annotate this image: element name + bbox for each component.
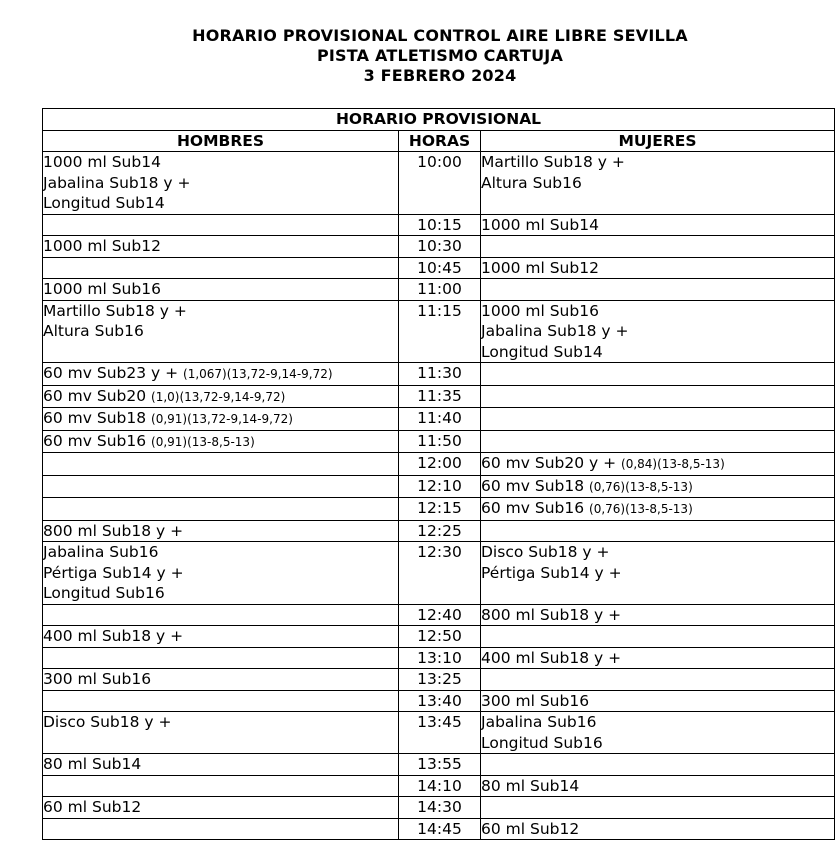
event-name: Pértiga Sub14 y + — [481, 563, 622, 582]
event-line — [481, 542, 834, 563]
event-line — [481, 776, 834, 797]
event-line — [43, 754, 398, 775]
hurdle-spec: (0,76)(13-8,5-13) — [589, 479, 693, 494]
event-name: 1000 ml Sub16 — [43, 280, 161, 298]
hurdle-spec: (1,0)(13,72-9,14-9,72) — [151, 389, 286, 404]
men-events-cell — [43, 300, 399, 363]
time-cell: 11:15 — [399, 300, 481, 363]
time-cell: 10:45 — [399, 257, 481, 279]
women-events-cell — [481, 520, 835, 542]
event-line — [43, 193, 398, 214]
event-name: 1000 ml Sub16 — [481, 301, 599, 320]
event-name: 80 ml Sub14 — [43, 755, 142, 773]
table-row — [43, 214, 835, 236]
table-row — [43, 152, 835, 215]
women-events-cell — [481, 300, 835, 363]
document-title — [0, 26, 836, 86]
men-events-cell — [43, 542, 399, 605]
event-name: Martillo Sub18 y + — [43, 301, 187, 320]
event-line — [481, 342, 834, 363]
time-cell: 11:30 — [399, 363, 481, 386]
time-cell: 12:40 — [399, 604, 481, 626]
table-row — [43, 453, 835, 476]
table-row — [43, 775, 835, 797]
event-name: 800 ml Sub18 y + — [481, 605, 622, 624]
time-cell: 11:35 — [399, 385, 481, 408]
time-cell: 12:30 — [399, 542, 481, 605]
event-name: 60 mv Sub20 — [43, 386, 152, 405]
time-cell: 13:10 — [399, 647, 481, 669]
men-events-cell — [43, 669, 399, 691]
women-events-cell — [481, 363, 835, 386]
women-events-cell — [481, 475, 835, 498]
time-cell: 14:30 — [399, 797, 481, 819]
event-name: 60 ml Sub12 — [481, 819, 580, 838]
event-name: Disco Sub18 y + — [43, 713, 172, 731]
time-cell: 14:10 — [399, 775, 481, 797]
event-line — [481, 712, 834, 733]
event-line — [43, 173, 398, 194]
event-name: 60 ml Sub12 — [43, 798, 142, 816]
time-cell: 11:00 — [399, 279, 481, 301]
event-line — [43, 669, 398, 690]
event-line — [43, 542, 398, 563]
women-events-cell — [481, 453, 835, 476]
time-cell: 13:40 — [399, 690, 481, 712]
women-events-cell — [481, 430, 835, 453]
women-events-cell — [481, 498, 835, 521]
men-events-cell — [43, 604, 399, 626]
men-events-cell — [43, 647, 399, 669]
event-name: 400 ml Sub18 y + — [481, 648, 622, 667]
event-name: Jabalina Sub16 — [43, 543, 159, 561]
men-events-cell — [43, 520, 399, 542]
table-row — [43, 430, 835, 453]
event-line — [481, 321, 834, 342]
event-name: Longitud Sub14 — [481, 342, 603, 361]
men-events-cell — [43, 430, 399, 453]
table-row — [43, 818, 835, 840]
event-name: Altura Sub16 — [481, 173, 582, 192]
men-events-cell — [43, 690, 399, 712]
event-name: 400 ml Sub18 y + — [43, 627, 184, 645]
time-cell: 13:45 — [399, 712, 481, 754]
event-name: 1000 ml Sub14 — [43, 153, 161, 171]
event-name: 60 mv Sub23 y + — [43, 364, 184, 382]
event-line — [43, 563, 398, 584]
event-line — [43, 386, 398, 408]
hurdle-spec: (1,067)(13,72-9,14-9,72) — [183, 367, 333, 381]
event-name: Longitud Sub14 — [43, 194, 165, 212]
event-line — [481, 498, 834, 520]
table-row — [43, 647, 835, 669]
title-line-2: PISTA ATLETISMO CARTUJA — [316, 46, 564, 65]
table-row — [43, 626, 835, 648]
hurdle-spec: (0,84)(13-8,5-13) — [621, 457, 725, 471]
time-cell: 12:10 — [399, 475, 481, 498]
event-name: 80 ml Sub14 — [481, 776, 580, 795]
men-events-cell — [43, 818, 399, 840]
men-events-cell — [43, 775, 399, 797]
event-line — [481, 301, 834, 322]
event-name: Longitud Sub16 — [481, 733, 603, 752]
men-events-cell — [43, 408, 399, 431]
men-events-cell — [43, 797, 399, 819]
header-men: HOMBRES — [43, 130, 399, 152]
title-line-1: HORARIO PROVISIONAL CONTROL AIRE LIBRE SEVILLA — [192, 26, 688, 45]
event-name: Longitud Sub16 — [43, 584, 165, 602]
table-row — [43, 542, 835, 605]
table-row — [43, 690, 835, 712]
women-events-cell — [481, 152, 835, 215]
event-line — [481, 605, 834, 626]
time-cell: 14:45 — [399, 818, 481, 840]
event-line — [43, 363, 398, 385]
table-row — [43, 797, 835, 819]
women-events-cell — [481, 818, 835, 840]
women-events-cell — [481, 626, 835, 648]
header-time: HORAS — [399, 130, 481, 152]
women-events-cell — [481, 408, 835, 431]
event-name: Pértiga Sub14 y + — [43, 563, 184, 582]
event-name: Jabalina Sub18 y + — [43, 173, 191, 192]
men-events-cell — [43, 626, 399, 648]
event-line — [481, 476, 834, 498]
event-line — [481, 258, 834, 279]
event-line — [481, 152, 834, 173]
women-events-cell — [481, 797, 835, 819]
event-name: 60 mv Sub16 — [43, 431, 152, 450]
table-row — [43, 754, 835, 776]
women-events-cell — [481, 712, 835, 754]
event-line — [43, 321, 398, 342]
event-line — [43, 408, 398, 430]
women-events-cell — [481, 236, 835, 258]
event-line — [481, 453, 834, 475]
table-row — [43, 712, 835, 754]
women-events-cell — [481, 214, 835, 236]
table-caption: HORARIO PROVISIONAL — [43, 109, 835, 131]
table-row — [43, 257, 835, 279]
event-name: Altura Sub16 — [43, 322, 144, 340]
time-cell: 13:25 — [399, 669, 481, 691]
time-cell: 10:15 — [399, 214, 481, 236]
event-line — [43, 712, 398, 733]
event-line — [43, 236, 398, 257]
event-name: 60 mv Sub18 — [43, 409, 152, 427]
event-line — [481, 733, 834, 754]
table-row — [43, 669, 835, 691]
event-line — [43, 626, 398, 647]
schedule-table — [42, 108, 835, 840]
table-row — [43, 236, 835, 258]
women-events-cell — [481, 257, 835, 279]
time-cell: 12:50 — [399, 626, 481, 648]
event-name: 60 mv Sub18 — [481, 476, 590, 495]
time-cell: 11:50 — [399, 430, 481, 453]
men-events-cell — [43, 498, 399, 521]
event-name: 60 mv Sub20 y + — [481, 454, 622, 472]
table-row — [43, 475, 835, 498]
time-cell: 12:25 — [399, 520, 481, 542]
time-cell: 12:00 — [399, 453, 481, 476]
event-name: 800 ml Sub18 y + — [43, 521, 184, 540]
schedule-body — [43, 152, 835, 840]
men-events-cell — [43, 279, 399, 301]
men-events-cell — [43, 152, 399, 215]
title-line-3: 3 FEBRERO 2024 — [363, 66, 517, 85]
time-cell: 12:15 — [399, 498, 481, 521]
table-row — [43, 300, 835, 363]
event-name: 1000 ml Sub12 — [43, 237, 161, 255]
men-events-cell — [43, 257, 399, 279]
event-name: Disco Sub18 y + — [481, 543, 610, 561]
table-row — [43, 520, 835, 542]
time-cell: 10:30 — [399, 236, 481, 258]
men-events-cell — [43, 363, 399, 386]
table-row — [43, 279, 835, 301]
men-events-cell — [43, 236, 399, 258]
event-line — [43, 797, 398, 818]
table-row — [43, 408, 835, 431]
table-row — [43, 385, 835, 408]
hurdle-spec: (0,91)(13,72-9,14-9,72) — [151, 412, 293, 426]
event-line — [43, 152, 398, 173]
hurdle-spec: (0,91)(13-8,5-13) — [151, 434, 255, 449]
women-events-cell — [481, 604, 835, 626]
men-events-cell — [43, 453, 399, 476]
event-line — [43, 431, 398, 453]
event-name: Martillo Sub18 y + — [481, 153, 625, 171]
event-name: Jabalina Sub18 y + — [481, 322, 629, 340]
caption-row — [43, 109, 835, 131]
table-row — [43, 498, 835, 521]
time-cell: 11:40 — [399, 408, 481, 431]
event-line — [43, 583, 398, 604]
time-cell: 13:55 — [399, 754, 481, 776]
women-events-cell — [481, 542, 835, 605]
men-events-cell — [43, 712, 399, 754]
men-events-cell — [43, 385, 399, 408]
event-name: 300 ml Sub16 — [43, 670, 152, 688]
men-events-cell — [43, 475, 399, 498]
event-line — [481, 819, 834, 840]
event-name: 300 ml Sub16 — [481, 691, 590, 710]
event-line — [43, 521, 398, 542]
event-line — [481, 691, 834, 712]
men-events-cell — [43, 214, 399, 236]
header-row — [43, 130, 835, 152]
table-row — [43, 604, 835, 626]
hurdle-spec: (0,76)(13-8,5-13) — [589, 502, 693, 516]
women-events-cell — [481, 647, 835, 669]
event-line — [481, 173, 834, 194]
event-line — [43, 301, 398, 322]
event-line — [481, 215, 834, 236]
women-events-cell — [481, 775, 835, 797]
time-cell: 10:00 — [399, 152, 481, 215]
header-women: MUJERES — [481, 130, 835, 152]
event-line — [481, 648, 834, 669]
women-events-cell — [481, 690, 835, 712]
men-events-cell — [43, 754, 399, 776]
event-line — [43, 279, 398, 300]
event-name: 1000 ml Sub14 — [481, 215, 599, 234]
event-name: Jabalina Sub16 — [481, 713, 597, 731]
event-line — [481, 563, 834, 584]
women-events-cell — [481, 385, 835, 408]
women-events-cell — [481, 754, 835, 776]
table-row — [43, 363, 835, 386]
women-events-cell — [481, 279, 835, 301]
event-name: 60 mv Sub16 — [481, 499, 590, 517]
women-events-cell — [481, 669, 835, 691]
event-name: 1000 ml Sub12 — [481, 258, 599, 277]
